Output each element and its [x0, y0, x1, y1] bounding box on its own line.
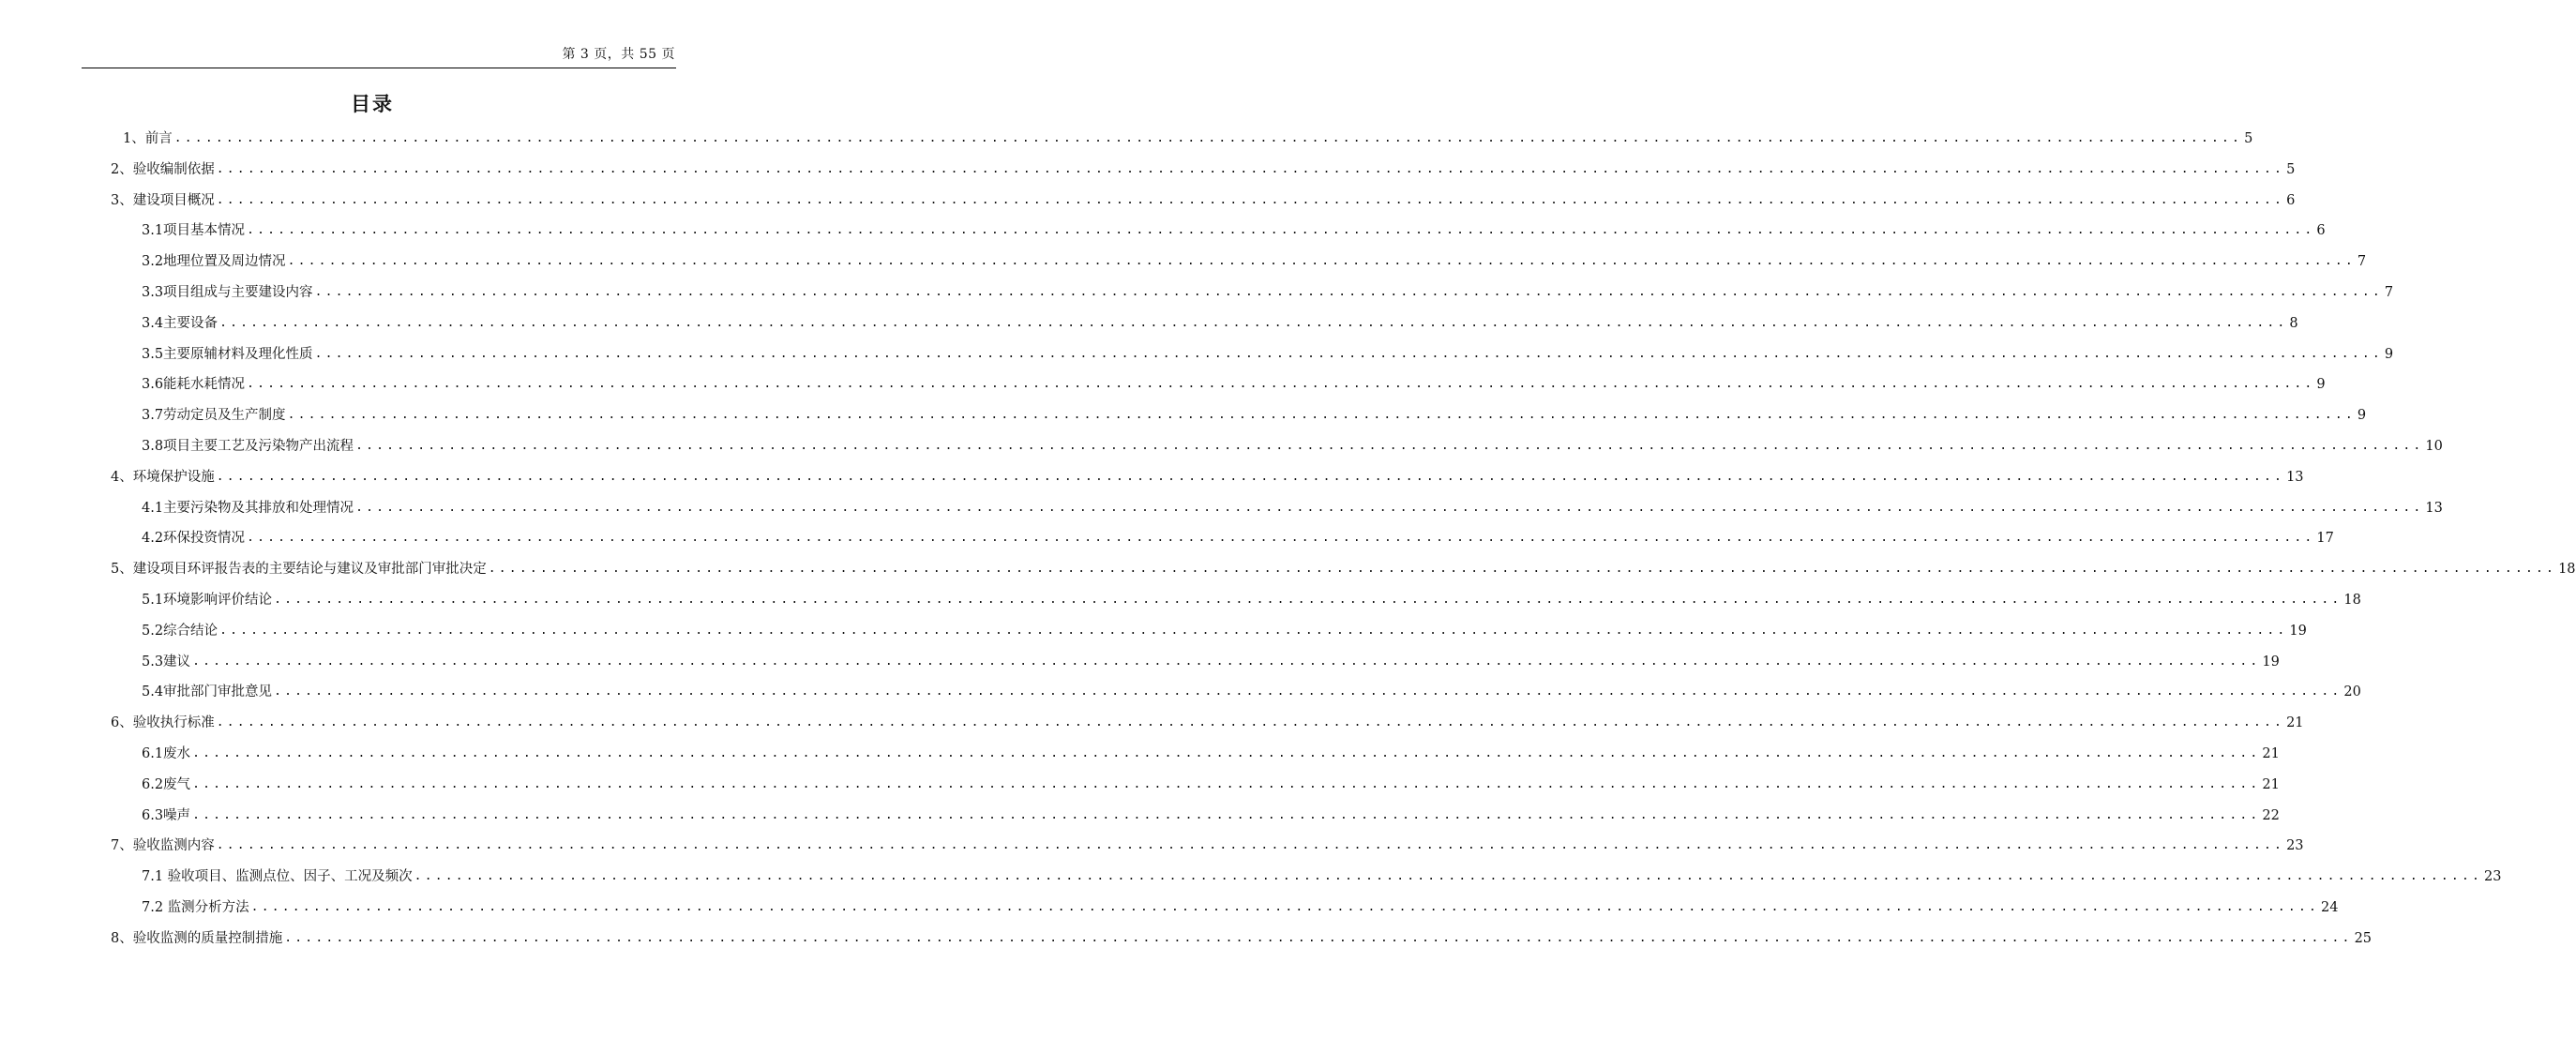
toc-entry[interactable]	[142, 802, 2280, 824]
toc-entry-page-number: 10	[2425, 439, 2443, 454]
toc-leader-dots: ........................................................................................................................................................................................................	[192, 808, 2261, 822]
toc-entry[interactable]	[142, 309, 2298, 332]
toc-entry[interactable]	[123, 125, 2253, 147]
toc-entry-label: 3.1项目基本情况	[142, 223, 246, 238]
toc-entry-page-number: 8	[2289, 316, 2298, 331]
toc-entry-label: 5.2综合结论	[142, 624, 218, 639]
toc-leader-dots: ........................................................................................................................................................................................................	[173, 131, 2243, 145]
toc-entry-page-number: 19	[2289, 624, 2307, 639]
toc-leader-dots: ........................................................................................................................................................................................................	[247, 377, 2315, 391]
toc-entry-page-number: 23	[2484, 869, 2502, 884]
toc-entry-label: 5.3建议	[142, 654, 191, 669]
toc-entry[interactable]	[142, 494, 2443, 517]
toc-leader-dots: ........................................................................................................................................................................................................	[219, 316, 2288, 330]
toc-entry[interactable]	[111, 832, 2304, 854]
toc-leader-dots: ........................................................................................................................................................................................................	[314, 347, 2383, 361]
toc-entry-label: 3.7劳动定员及生产制度	[142, 408, 286, 423]
toc-leader-dots: ........................................................................................................................................................................................................	[250, 900, 2320, 914]
toc-leader-dots: ........................................................................................................................................................................................................	[414, 869, 2483, 883]
toc-entry-label: 2、验收编制依据	[111, 162, 215, 177]
toc-entry[interactable]	[142, 401, 2367, 424]
toc-leader-dots: ........................................................................................................................................................................................................	[192, 654, 2261, 669]
toc-entry-page-number: 7	[2357, 254, 2367, 269]
toc-entry-page-number: 9	[2357, 408, 2367, 423]
toc-entry-page-number: 18	[2343, 593, 2361, 608]
toc-entry-page-number: 21	[2262, 777, 2280, 792]
toc-entry[interactable]	[111, 925, 2373, 947]
toc-entry-label: 6.1废水	[142, 746, 191, 761]
toc-entry-page-number: 13	[2425, 501, 2443, 516]
toc-entry-page-number: 17	[2316, 531, 2334, 546]
toc-entry-label: 3、建设项目概况	[111, 193, 215, 208]
toc-entry[interactable]	[142, 217, 2326, 239]
toc-entry-label: 5、建设项目环评报告表的主要结论与建议及审批部门审批决定	[111, 562, 487, 577]
toc-leader-dots: ........................................................................................................................................................................................................	[287, 254, 2356, 268]
toc-entry-label: 3.5主要原辅材料及理化性质	[142, 347, 313, 362]
toc-leader-dots: ........................................................................................................................................................................................................	[192, 777, 2261, 791]
toc-entry-label: 5.4审批部门审批意见	[142, 684, 273, 699]
toc-leader-dots: ........................................................................................................................................................................................................	[355, 439, 2424, 453]
toc-entry[interactable]	[111, 156, 2296, 178]
toc-leader-dots: ........................................................................................................................................................................................................	[314, 285, 2383, 299]
toc-entry-page-number: 20	[2343, 684, 2361, 699]
toc-entry-label: 3.6能耗水耗情况	[142, 377, 246, 392]
toc-leader-dots: ........................................................................................................................................................................................................	[488, 562, 2557, 576]
toc-entry-label: 6、验收执行标准	[111, 715, 215, 730]
toc-entry[interactable]	[142, 248, 2367, 270]
toc-leader-dots: ........................................................................................................................................................................................................	[287, 408, 2356, 422]
toc-entry-label: 6.2废气	[142, 777, 191, 792]
toc-entry-page-number: 24	[2321, 900, 2339, 915]
toc-entry-label: 4.1主要污染物及其排放和处理情况	[142, 501, 354, 516]
toc-entry[interactable]	[142, 432, 2443, 455]
page-number-header: 第 3 页，共 55 页	[562, 47, 675, 62]
toc-leader-dots: ........................................................................................................................................................................................................	[192, 746, 2261, 760]
toc-entry[interactable]	[142, 586, 2361, 609]
toc-entry-page-number: 19	[2262, 654, 2280, 669]
toc-entry-label: 7.1 验收项目、监测点位、因子、工况及频次	[142, 869, 413, 884]
toc-leader-dots: ........................................................................................................................................................................................................	[247, 531, 2315, 545]
toc-leader-dots: ........................................................................................................................................................................................................	[355, 501, 2424, 515]
toc-leader-dots: ........................................................................................................................................................................................................	[284, 931, 2353, 945]
toc-entry-page-number: 5	[2244, 131, 2253, 146]
page-title: 目录	[351, 92, 394, 115]
toc-entry-label: 5.1环境影响评价结论	[142, 593, 273, 608]
toc-entry-page-number: 9	[2316, 377, 2326, 392]
toc-entry-label: 4、环境保护设施	[111, 470, 215, 485]
toc-leader-dots: ........................................................................................................................................................................................................	[216, 193, 2285, 207]
toc-entry-label: 3.2地理位置及周边情况	[142, 254, 286, 269]
toc-leader-dots: ........................................................................................................................................................................................................	[274, 684, 2343, 699]
toc-entry-label: 1、前言	[123, 131, 173, 146]
toc-entry-page-number: 18	[2558, 562, 2576, 577]
toc-entry-label: 4.2环保投资情况	[142, 531, 246, 546]
toc-entry-label: 3.4主要设备	[142, 316, 218, 331]
toc-entry-page-number: 9	[2384, 347, 2394, 362]
toc-entry-page-number: 23	[2286, 838, 2304, 853]
toc-entry-label: 3.8项目主要工艺及污染物产出流程	[142, 439, 354, 454]
toc-entry-page-number: 21	[2286, 715, 2304, 730]
toc-entry[interactable]	[142, 863, 2502, 885]
toc-entry[interactable]	[142, 648, 2280, 670]
toc-entry[interactable]	[142, 894, 2339, 916]
toc-entry-page-number: 6	[2286, 193, 2296, 208]
toc-leader-dots: ........................................................................................................................................................................................................	[274, 593, 2343, 607]
toc-leader-dots: ........................................................................................................................................................................................................	[216, 715, 2285, 730]
toc-entry[interactable]	[142, 340, 2394, 363]
toc-entry-label: 7.2 监测分析方法	[142, 900, 249, 915]
toc-entry[interactable]	[142, 278, 2394, 301]
toc-leader-dots: ........................................................................................................................................................................................................	[216, 470, 2285, 484]
toc-entry-page-number: 22	[2262, 808, 2280, 823]
toc-leader-dots: ........................................................................................................................................................................................................	[216, 162, 2285, 176]
toc-entry[interactable]	[142, 370, 2326, 393]
toc-entry[interactable]	[111, 463, 2304, 486]
toc-entry[interactable]	[142, 678, 2361, 700]
toc-entry[interactable]	[111, 555, 2576, 578]
toc-leader-dots: ........................................................................................................................................................................................................	[219, 624, 2288, 638]
toc-entry[interactable]	[111, 709, 2304, 731]
toc-entry-label: 3.3项目组成与主要建设内容	[142, 285, 313, 300]
toc-entry-label: 7、验收监测内容	[111, 838, 215, 853]
toc-entry[interactable]	[142, 771, 2280, 793]
toc-entry-page-number: 6	[2316, 223, 2326, 238]
toc-entry-page-number: 21	[2262, 746, 2280, 761]
toc-entry[interactable]	[142, 740, 2280, 762]
toc-entry-page-number: 7	[2384, 285, 2394, 300]
toc-entry[interactable]	[111, 187, 2296, 209]
toc-entry[interactable]	[142, 524, 2334, 547]
toc-entry-page-number: 5	[2286, 162, 2296, 177]
toc-entry-page-number: 13	[2286, 470, 2304, 485]
toc-entry-page-number: 25	[2354, 931, 2373, 946]
toc-entry-label: 6.3噪声	[142, 808, 191, 823]
toc-entry[interactable]	[142, 617, 2307, 639]
toc-leader-dots: ........................................................................................................................................................................................................	[216, 838, 2285, 852]
toc-leader-dots: ........................................................................................................................................................................................................	[247, 223, 2315, 237]
toc-entry-label: 8、验收监测的质量控制措施	[111, 931, 283, 946]
